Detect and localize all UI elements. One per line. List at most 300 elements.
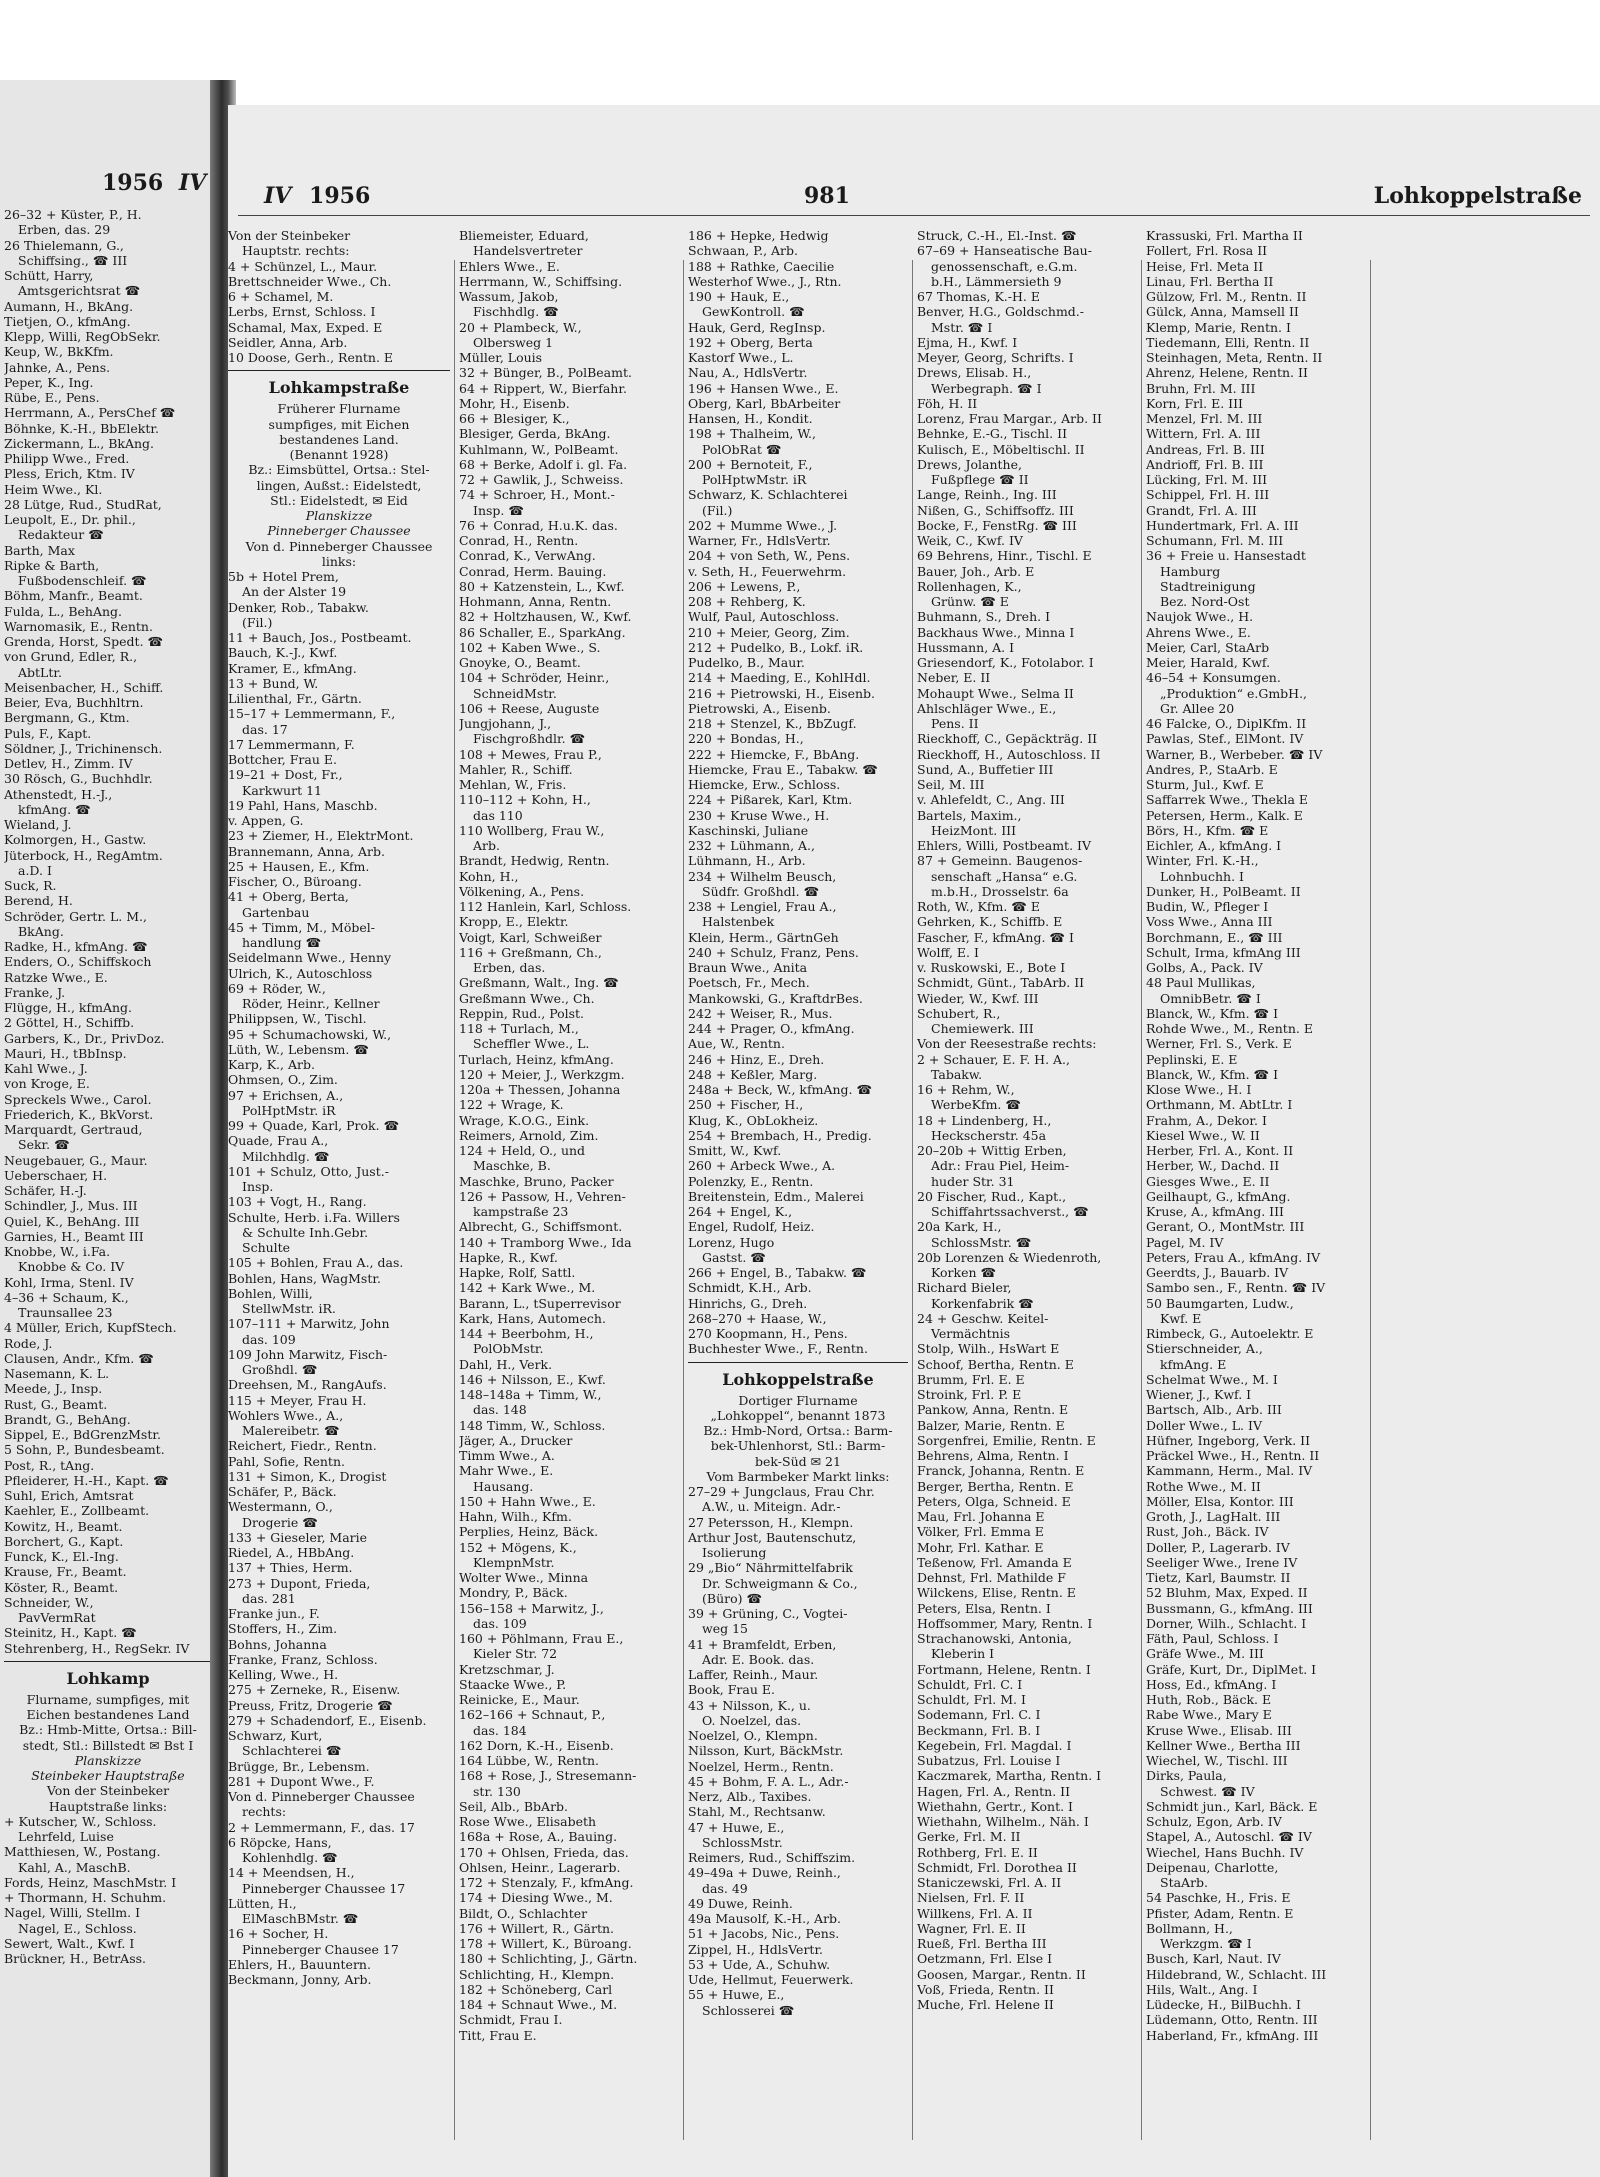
directory-entry: Voss Wwe., Anna III xyxy=(1146,914,1273,930)
directory-entry: das. 49 xyxy=(702,1880,748,1896)
directory-entry: genossenschaft, e.G.m. xyxy=(931,258,1078,274)
directory-entry: Nagel, Willi, Stellm. I xyxy=(4,1905,141,1921)
directory-entry: 16 + Rehm, W., xyxy=(917,1082,1015,1097)
directory-entry: Denker, Rob., Tabakw. xyxy=(228,599,369,615)
directory-entry: Breitenstein, Edm., Malerei xyxy=(688,1188,864,1204)
directory-entry: 131 + Simon, K., Drogist xyxy=(228,1468,387,1484)
directory-entry: Lilienthal, Fr., Gärtn. xyxy=(228,691,362,706)
directory-entry: Brettschneider Wwe., Ch. xyxy=(228,273,392,289)
directory-entry: OmnibBetr. ☎ I xyxy=(1160,990,1261,1006)
directory-entry: Conrad, H., Rentn. xyxy=(459,533,579,548)
directory-entry: 146 + Nilsson, E., Kwf. xyxy=(459,1371,606,1387)
lohkamp-heading: Lohkamp xyxy=(66,1668,150,1688)
directory-entry: 102 + Kaben Wwe., S. xyxy=(459,639,601,655)
lohkampstrasse-entries xyxy=(228,569,450,1987)
directory-entry: Ude, Hellmut, Feuerwerk. xyxy=(688,1972,854,1987)
street-description-line: „Lohkoppel“, benannt 1873 xyxy=(710,1407,886,1423)
directory-entry: Röder, Heinr., Kellner xyxy=(242,996,380,1011)
directory-entry: 103 + Vogt, H., Rang. xyxy=(228,1194,367,1210)
page-number: 981 xyxy=(804,183,850,209)
directory-entry: 118 + Turlach, M., xyxy=(459,1021,579,1036)
directory-entry: Fortmann, Helene, Rentn. I xyxy=(917,1661,1091,1677)
directory-entry: 27 Petersson, H., Klempn. xyxy=(688,1514,854,1530)
directory-entry: Turlach, Heinz, kfmAng. xyxy=(459,1051,614,1067)
directory-entry: 182 + Schöneberg, Carl xyxy=(459,1981,613,1997)
directory-entry: Dr. Schweigmann & Co., xyxy=(702,1575,858,1591)
directory-entry: Post, R., tAng. xyxy=(4,1457,95,1473)
directory-entry: Kramer, E., kfmAng. xyxy=(228,660,357,676)
directory-entry: Rimbeck, G., Autoelektr. E xyxy=(1146,1326,1314,1341)
directory-entry: m.b.H., Drosselstr. 6a xyxy=(931,883,1069,899)
directory-entry: 116 + Greßmann, Ch., xyxy=(459,944,602,960)
directory-entry: 4–36 + Schaum, K., xyxy=(4,1289,129,1305)
directory-entry: Keup, W., BkKfm. xyxy=(4,344,114,360)
directory-entry: Pawlas, Stef., ElMont. IV xyxy=(1146,731,1304,747)
directory-entry: Nilsson, Kurt, BäckMstr. xyxy=(688,1743,844,1759)
lohkoppelstrasse-heading: Lohkoppelstraße xyxy=(722,1369,874,1389)
directory-entry: 281 + Dupont Wwe., F. xyxy=(228,1773,375,1789)
directory-entry: Tabakw. xyxy=(931,1066,983,1082)
directory-entry: 124 + Held, O., und xyxy=(459,1143,586,1158)
column-5-entries xyxy=(1146,228,1366,2043)
directory-entry: Borchert, G., Kapt. xyxy=(4,1533,124,1549)
street-description-line: links: xyxy=(321,553,357,569)
directory-entry: Gr. Allee 20 xyxy=(1160,700,1235,716)
directory-entry: Strachanowski, Antonia, xyxy=(917,1631,1072,1646)
directory-entry: Meier, Harald, Kwf. xyxy=(1146,655,1271,670)
directory-entry: Rode, J. xyxy=(4,1335,53,1351)
directory-entry: Klose Wwe., H. I xyxy=(1146,1082,1252,1097)
column-1 xyxy=(228,228,450,2173)
directory-entry: huder Str. 31 xyxy=(931,1173,1015,1189)
directory-entry: Gülck, Anna, Mamsell II xyxy=(1146,304,1299,320)
directory-entry: Drews, Elisab. H., xyxy=(917,365,1032,381)
directory-entry: das. 148 xyxy=(473,1402,527,1418)
directory-entry: Saffarrek Wwe., Thekla E xyxy=(1146,792,1309,808)
directory-entry: Hausang. xyxy=(473,1478,534,1494)
directory-entry: Behnke, E.-G., Tischl. II xyxy=(917,426,1068,442)
directory-entry: Voß, Frieda, Rentn. II xyxy=(917,1981,1054,1997)
directory-entry: 48 Paul Mullikas, xyxy=(1146,975,1256,991)
directory-entry: Laffer, Reinh., Maur. xyxy=(688,1667,819,1682)
directory-entry: Kowitz, H., Beamt. xyxy=(4,1518,123,1534)
directory-entry: Leupolt, E., Dr. phil., xyxy=(4,512,136,527)
directory-entry: Puls, F., Kapt. xyxy=(4,725,92,741)
directory-entry: Schulte xyxy=(242,1240,291,1255)
directory-entry: Werner, Frl. S., Verk. E xyxy=(1146,1036,1292,1052)
directory-entry: das 110 xyxy=(473,807,523,823)
directory-entry: Lüth, W., Lebensm. ☎ xyxy=(228,1041,369,1057)
directory-entry: Rieckhoff, C., Gepäckträg. II xyxy=(917,731,1098,747)
directory-entry: 268–270 + Haase, W., xyxy=(688,1310,827,1326)
directory-entry: 122 + Wrage, K. xyxy=(459,1097,564,1113)
directory-entry: Bez. Nord-Ost xyxy=(1160,594,1250,609)
directory-entry: Franke, J. xyxy=(4,984,66,1000)
directory-entry: Hinrichs, G., Dreh. xyxy=(688,1295,808,1311)
directory-entry: 192 + Oberg, Berta xyxy=(688,334,813,350)
directory-entry: 47 + Huwe, E., xyxy=(688,1819,785,1835)
directory-entry: Kahl Wwe., J. xyxy=(4,1061,88,1076)
directory-entry: 115 + Meyer, Frau H. xyxy=(228,1392,367,1408)
left-page-header xyxy=(102,170,206,196)
directory-entry: Wieland, J. xyxy=(4,817,72,832)
directory-entry: Smitt, W., Kwf. xyxy=(688,1143,782,1158)
directory-entry: 80 + Katzenstein, L., Kwf. xyxy=(459,578,625,594)
directory-entry: Kahl, A., MaschB. xyxy=(18,1859,131,1875)
directory-entry: Kark, Hans, Automech. xyxy=(459,1310,606,1326)
directory-entry: Wolter Wwe., Minna xyxy=(459,1570,589,1585)
directory-entry: 230 + Kruse Wwe., H. xyxy=(688,807,830,823)
directory-entry: Kleberin I xyxy=(931,1646,995,1662)
directory-entry: Mau, Frl. Johanna E xyxy=(917,1509,1045,1524)
directory-entry: Rabe Wwe., Mary E xyxy=(1146,1707,1272,1723)
directory-entry: 18 + Lindenberg, H., xyxy=(917,1112,1052,1128)
directory-entry: Deipenau, Charlotte, xyxy=(1146,1859,1279,1875)
directory-entry: 238 + Lengiel, Frau A., xyxy=(688,899,837,914)
directory-entry: das. 184 xyxy=(473,1722,527,1738)
directory-entry: Pfister, Adam, Rentn. E xyxy=(1146,1905,1294,1921)
directory-entry: Klemp, Marie, Rentn. I xyxy=(1146,319,1291,335)
directory-entry: 43 + Nilsson, K., u. xyxy=(688,1697,811,1713)
directory-entry: Bohns, Johanna xyxy=(228,1636,327,1652)
directory-entry: Wagner, Frl. E. II xyxy=(917,1920,1026,1936)
directory-entry: Herrmann, W., Schiffsing. xyxy=(459,273,623,289)
directory-entry: Knobbe, W., i.Fa. xyxy=(4,1244,111,1259)
directory-entry: 198 + Thalheim, W., xyxy=(688,426,816,442)
directory-entry: Schubert, R., xyxy=(917,1005,1001,1021)
directory-entry: 23 + Ziemer, H., ElektrMont. xyxy=(228,828,414,844)
directory-entry: 210 + Meier, Georg, Zim. xyxy=(688,624,850,640)
directory-entry: Peters, Frau A., kfmAng. IV xyxy=(1146,1249,1321,1265)
directory-entry: Böhm, Manfr., Beamt. xyxy=(4,588,143,604)
directory-entry: Gehrken, K., Schiffb. E xyxy=(917,914,1063,930)
directory-entry: 148–148a + Timm, W., xyxy=(459,1387,602,1402)
directory-entry: Fußbodenschleif. ☎ xyxy=(18,573,147,588)
directory-entry: 101 + Schulz, Otto, Just.- xyxy=(228,1163,389,1179)
directory-entry: Wohlers Wwe., A., xyxy=(228,1407,344,1423)
directory-entry: Brumm, Frl. E. E xyxy=(917,1371,1025,1387)
divider xyxy=(688,1362,908,1363)
directory-entry: Bruhn, Frl. M. III xyxy=(1146,380,1256,396)
directory-entry: Lüdemann, Otto, Rentn. III xyxy=(1146,2012,1318,2028)
lohkamp-intro xyxy=(4,1692,212,1814)
directory-entry: Schoof, Bertha, Rentn. E xyxy=(917,1356,1074,1372)
directory-entry: 196 + Hansen Wwe., E. xyxy=(688,380,839,396)
column-5 xyxy=(1146,228,1366,2173)
directory-entry: Bartels, Maxim., xyxy=(917,807,1022,823)
directory-entry: Schumann, Frl. M. III xyxy=(1146,533,1284,548)
directory-entry: Lohnbuchh. I xyxy=(1160,868,1244,884)
directory-entry: Brannemann, Anna, Arb. xyxy=(228,843,385,859)
directory-entry: weg 15 xyxy=(702,1621,748,1637)
directory-entry: Südfr. Großhdl. ☎ xyxy=(702,883,820,899)
directory-entry: Heise, Frl. Meta II xyxy=(1146,258,1264,274)
directory-entry: 137 + Thies, Herm. xyxy=(228,1560,353,1576)
directory-entry: von Grund, Edler, R., xyxy=(4,649,138,665)
directory-entry: 172 + Stenzaly, F., kfmAng. xyxy=(459,1875,634,1890)
directory-entry: das. 281 xyxy=(242,1590,296,1606)
directory-entry: senschaft „Hansa“ e.G. xyxy=(931,868,1078,884)
directory-entry: Nielsen, Frl. F. II xyxy=(917,1890,1025,1906)
directory-entry: Schiffsing., ☎ III xyxy=(18,252,128,268)
directory-entry: Schult, Irma, kfmAng III xyxy=(1146,944,1301,960)
directory-entry: Mohaupt Wwe., Selma II xyxy=(917,685,1074,701)
directory-entry: Mondry, P., Bäck. xyxy=(459,1585,568,1601)
directory-entry: Kiesel Wwe., W. II xyxy=(1146,1127,1260,1143)
directory-entry: Blanck, W., Kfm. ☎ I xyxy=(1146,1005,1279,1021)
street-running-title: Lohkoppelstraße xyxy=(1373,183,1582,209)
directory-entry: Vermächtnis xyxy=(931,1326,1011,1341)
directory-entry: 99 + Quade, Karl, Prok. ☎ xyxy=(228,1118,400,1133)
directory-entry: KlempnMstr. xyxy=(473,1554,555,1570)
directory-entry: Ripke & Barth, xyxy=(4,557,100,573)
directory-entry: 186 + Hepke, Hedwig xyxy=(688,228,829,243)
directory-entry: Nau, A., HdlsVertr. xyxy=(688,365,808,381)
directory-entry: Groth, J., LagHalt. III xyxy=(1146,1509,1281,1524)
directory-entry: O. Noelzel, das. xyxy=(702,1712,802,1728)
directory-entry: Maschke, B. xyxy=(473,1158,551,1174)
directory-entry: Golbs, A., Pack. IV xyxy=(1146,960,1263,975)
directory-entry: Blanck, W., Kfm. ☎ I xyxy=(1146,1066,1279,1082)
street-description-line: Pinneberger Chaussee xyxy=(267,523,411,539)
directory-entry: Stehrenberg, H., RegSekr. IV xyxy=(4,1640,190,1656)
directory-entry: Reichert, Fiedr., Rentn. xyxy=(228,1438,377,1454)
directory-entry: Kohn, H., xyxy=(459,868,519,884)
directory-entry: Schwarz, K. Schlachterei xyxy=(688,487,848,503)
directory-entry: Ahlschläger Wwe., E., xyxy=(917,700,1057,716)
directory-entry: BkAng. xyxy=(18,923,64,939)
directory-entry: Ahrenz, Helene, Rentn. II xyxy=(1146,365,1308,381)
column-4 xyxy=(917,228,1137,2173)
directory-entry: 30 Rösch, G., Buchhdlr. xyxy=(4,771,153,787)
directory-entry: Benver, H.G., Goldschmd.- xyxy=(917,304,1085,320)
directory-entry: Fulda, L., BehAng. xyxy=(4,603,123,619)
directory-entry: Giesges Wwe., E. II xyxy=(1146,1173,1270,1189)
directory-entry: Arthur Jost, Bautenschutz, xyxy=(688,1529,857,1545)
directory-entry: Fischgroßhdlr. ☎ xyxy=(473,731,586,747)
directory-entry: Brückner, H., BetrAss. xyxy=(4,1951,147,1966)
directory-entry: Engel, Rudolf, Heiz. xyxy=(688,1219,815,1235)
directory-entry: 25 + Hausen, E., Kfm. xyxy=(228,858,370,874)
directory-entry: Buchhester Wwe., F., Rentn. xyxy=(688,1341,868,1357)
directory-entry: Balzer, Marie, Rentn. E xyxy=(917,1417,1065,1433)
directory-entry: Schuldt, Frl. C. I xyxy=(917,1676,1023,1692)
street-description-line: Steinbeker Hauptstraße xyxy=(31,1768,185,1783)
street-description-line: Hauptstraße links: xyxy=(48,1798,168,1814)
directory-entry: Suhl, Erich, Amtsrat xyxy=(4,1488,134,1503)
directory-entry: Chemiewerk. III xyxy=(931,1021,1034,1036)
directory-entry: Matthiesen, W., Postang. xyxy=(4,1844,161,1860)
directory-entry: Fußpflege ☎ II xyxy=(931,472,1029,487)
column-rule xyxy=(1141,260,1142,2140)
directory-entry: Titt, Frau E. xyxy=(459,2027,537,2043)
directory-entry: 260 + Arbeck Wwe., A. xyxy=(688,1158,836,1174)
directory-entry: 208 + Rehberg, K. xyxy=(688,594,806,609)
directory-entry: Schuldt, Frl. M. I xyxy=(917,1692,1026,1707)
directory-entry: Linau, Frl. Bertha II xyxy=(1146,273,1274,289)
directory-entry: Lorenz, Hugo xyxy=(688,1234,775,1250)
lohkoppelstrasse-entries xyxy=(688,1484,908,2018)
directory-entry: Oetzmann, Frl. Else I xyxy=(917,1951,1053,1967)
right-header-left xyxy=(264,183,370,209)
directory-entry: Bergmann, G., Ktm. xyxy=(4,710,130,726)
directory-entry: Hapke, R., Kwf. xyxy=(459,1249,558,1265)
street-description-line: Früherer Flurname xyxy=(277,401,401,417)
directory-entry: 244 + Prager, O., kfmAng. xyxy=(688,1021,855,1036)
directory-entry: 66 + Blesiger, K., xyxy=(459,411,570,426)
directory-entry: Erben, das. 29 xyxy=(18,222,111,238)
directory-entry: Sekr. ☎ xyxy=(18,1137,70,1153)
lohkoppelstrasse-description xyxy=(688,1393,908,1485)
directory-entry: Quade, Frau A., xyxy=(228,1133,329,1149)
directory-entry: Conrad, K., VerwAng. xyxy=(459,548,596,564)
directory-entry: Kulisch, E., Möbeltischl. II xyxy=(917,441,1085,457)
directory-entry: Pankow, Anna, Rentn. E xyxy=(917,1402,1069,1418)
directory-entry: 240 + Schulz, Franz, Pens. xyxy=(688,944,859,960)
directory-entry: Voigt, Karl, Schweißer xyxy=(459,929,602,945)
directory-entry: v. Ahlefeldt, C., Ang. III xyxy=(917,792,1065,808)
directory-entry: Wieder, W., Kwf. III xyxy=(917,990,1039,1006)
directory-entry: Rohde Wwe., M., Rentn. E xyxy=(1146,1021,1313,1036)
directory-entry: HeizMont. III xyxy=(931,822,1017,838)
directory-entry: 184 + Schnaut Wwe., M. xyxy=(459,1997,618,2012)
directory-entry: Kaehler, E., Zollbeamt. xyxy=(4,1503,150,1519)
directory-entry: Kaczmarek, Martha, Rentn. I xyxy=(917,1768,1102,1784)
directory-entry: Wassum, Jakob, xyxy=(459,289,559,304)
directory-entry: SchlossMstr. xyxy=(702,1834,783,1850)
directory-entry: Brandt, Hedwig, Rentn. xyxy=(459,853,610,869)
directory-entry: 273 + Dupont, Frieda, xyxy=(228,1575,371,1591)
directory-entry: Peper, K., Ing. xyxy=(4,374,94,390)
directory-entry: Gräfe Wwe., M. III xyxy=(1146,1646,1264,1662)
directory-entry: Maschke, Bruno, Packer xyxy=(459,1173,614,1189)
directory-entry: Mehlan, W., Fris. xyxy=(459,777,567,792)
directory-entry: Haberland, Fr., kfmAng. III xyxy=(1146,2027,1319,2043)
directory-entry: 168a + Rose, A., Bauing. xyxy=(459,1829,618,1845)
directory-entry: Book, Frau E. xyxy=(688,1682,775,1698)
directory-entry: Schneider, W., xyxy=(4,1594,94,1610)
directory-entry: Peters, Elsa, Rentn. I xyxy=(917,1600,1051,1616)
directory-entry: 55 + Huwe, E., xyxy=(688,1987,785,2003)
directory-entry: Orthmann, M. AbtLtr. I xyxy=(1146,1097,1293,1113)
divider xyxy=(4,1661,212,1662)
directory-entry: Jahnke, A., Pens. xyxy=(4,359,111,375)
directory-entry: Lütten, H., xyxy=(228,1895,297,1911)
directory-entry: 5 Sohn, P., Bundesbeamt. xyxy=(4,1442,165,1458)
directory-entry: Halstenbek xyxy=(702,914,775,930)
directory-entry: Ratzke Wwe., E. xyxy=(4,969,108,985)
left-header-year: 1956 xyxy=(102,170,164,196)
directory-entry: Klein, Herm., GärtnGeh xyxy=(688,929,839,945)
directory-entry: 140 + Tramborg Wwe., Ida xyxy=(459,1234,632,1250)
directory-entry: Bliemeister, Eduard, xyxy=(459,228,589,243)
directory-entry: Pless, Erich, Ktm. IV xyxy=(4,466,135,482)
directory-entry: An der Alster 19 xyxy=(242,584,347,600)
directory-entry: 218 + Stenzel, K., BbZugf. xyxy=(688,716,857,731)
directory-entry: Pahl, Sofie, Rentn. xyxy=(228,1453,345,1469)
street-description-line: bek-Uhlenhorst, Stl.: Barm- xyxy=(710,1438,886,1454)
directory-entry: 150 + Hahn Wwe., E. xyxy=(459,1493,596,1509)
directory-entry: Pfleiderer, H.-H., Kapt. ☎ xyxy=(4,1472,169,1488)
directory-entry: 13 + Bund, W. xyxy=(228,675,319,691)
directory-entry: Meyer, Georg, Schrifts. I xyxy=(917,350,1074,365)
directory-entry: Hoss, Ed., kfmAng. I xyxy=(1146,1676,1277,1692)
directory-entry: Korn, Frl. E. III xyxy=(1146,395,1243,411)
directory-entry: 24 + Geschw. Keitel- xyxy=(917,1310,1049,1326)
directory-entry: 54 Paschke, H., Fris. E xyxy=(1146,1890,1291,1906)
directory-entry: Wrage, K.O.G., Eink. xyxy=(459,1112,590,1128)
column-rule xyxy=(912,260,913,2140)
directory-entry: Kolmorgen, H., Gastw. xyxy=(4,832,147,848)
directory-entry: Knobbe & Co. IV xyxy=(18,1259,125,1275)
directory-entry: Werkzgm. ☎ I xyxy=(1160,1936,1252,1951)
directory-entry: 206 + Lewens, P., xyxy=(688,578,801,594)
directory-entry: Perplies, Heinz, Bäck. xyxy=(459,1524,599,1540)
directory-entry: Malereibetr. ☎ xyxy=(242,1423,340,1438)
directory-entry: 180 + Schlichting, J., Gärtn. xyxy=(459,1951,638,1967)
directory-entry: Sewert, Walt., Kwf. I xyxy=(4,1935,135,1951)
directory-entry: 20 + Plambeck, W., xyxy=(459,319,582,335)
directory-entry: Brandt, G., BehAng. xyxy=(4,1411,131,1427)
directory-entry: v. Ruskowski, E., Bote I xyxy=(917,960,1066,975)
directory-entry: Fischer, O., Büroang. xyxy=(228,874,362,889)
directory-entry: Wiechel, W., Tischl. III xyxy=(1146,1753,1288,1768)
directory-entry: 49 Duwe, Reinh. xyxy=(688,1895,793,1911)
directory-entry: Nißen, G., Schiffsoffz. III xyxy=(917,502,1074,518)
directory-entry: 120 + Meier, J., Werkzgm. xyxy=(459,1066,625,1082)
directory-entry: PolObMstr. xyxy=(473,1341,544,1357)
directory-entry: Völker, Frl. Emma E xyxy=(917,1524,1044,1540)
directory-entry: (Fil.) xyxy=(242,614,273,630)
directory-entry: Gartenbau xyxy=(242,904,310,920)
directory-entry: Söldner, J., Trichinensch. xyxy=(4,740,163,756)
directory-entry: Traunsallee 23 xyxy=(18,1305,113,1320)
directory-entry: Suck, R. xyxy=(4,878,57,893)
directory-entry: Schulte, Herb. i.Fa. Willers xyxy=(228,1209,400,1225)
directory-entry: Willkens, Frl. A. II xyxy=(917,1905,1033,1921)
column-rule xyxy=(1370,260,1371,2140)
directory-entry: 49a Mausolf, K.-H., Arb. xyxy=(688,1911,842,1926)
directory-entry: WerbeKfm. ☎ xyxy=(931,1097,1021,1113)
directory-entry: Hüfner, Ingeborg, Verk. II xyxy=(1146,1432,1311,1448)
directory-entry: 95 + Schumachowski, W., xyxy=(228,1026,392,1042)
directory-entry: Albrecht, G., Schiffsmont. xyxy=(459,1219,623,1235)
directory-entry: Detlev, H., Zimm. IV xyxy=(4,756,133,771)
directory-entry: 214 + Maeding, E., KohlHdl. xyxy=(688,670,871,686)
directory-entry: Ehlers Wwe., E. xyxy=(459,258,560,274)
directory-entry: Stroink, Frl. P. E xyxy=(917,1387,1022,1402)
directory-entry: Ejma, H., Kwf. I xyxy=(917,334,1018,350)
directory-entry: Doller Wwe., L. IV xyxy=(1146,1417,1262,1433)
directory-entry: 250 + Fischer, H., xyxy=(688,1097,804,1113)
directory-entry: 36 + Freie u. Hansestadt xyxy=(1146,548,1306,564)
directory-entry: Bohlen, Willi, xyxy=(228,1285,313,1301)
directory-entry: Athenstedt, H.-J., xyxy=(4,786,113,802)
directory-entry: Rust, G., Beamt. xyxy=(4,1396,108,1412)
column-3-entries xyxy=(688,228,908,1357)
directory-entry: Lange, Reinh., Ing. III xyxy=(917,487,1057,503)
directory-entry: Westerhof Wwe., J., Rtn. xyxy=(688,273,842,289)
directory-entry: Doller, P., Lagerarb. IV xyxy=(1146,1539,1290,1555)
directory-entry: 86 Schaller, E., SparkAng. xyxy=(459,624,626,640)
directory-entry: Kelling, Wwe., H. xyxy=(228,1667,339,1682)
directory-entry: Hauk, Gerd, RegInsp. xyxy=(688,319,826,335)
directory-entry: 46 Falcke, O., DiplKfm. II xyxy=(1146,716,1307,731)
directory-entry: Franck, Johanna, Rentn. E xyxy=(917,1463,1085,1479)
directory-entry: Westermann, O., xyxy=(228,1499,333,1515)
directory-entry: Wittern, Frl. A. III xyxy=(1146,426,1261,442)
directory-entry: Dirks, Paula, xyxy=(1146,1768,1227,1784)
